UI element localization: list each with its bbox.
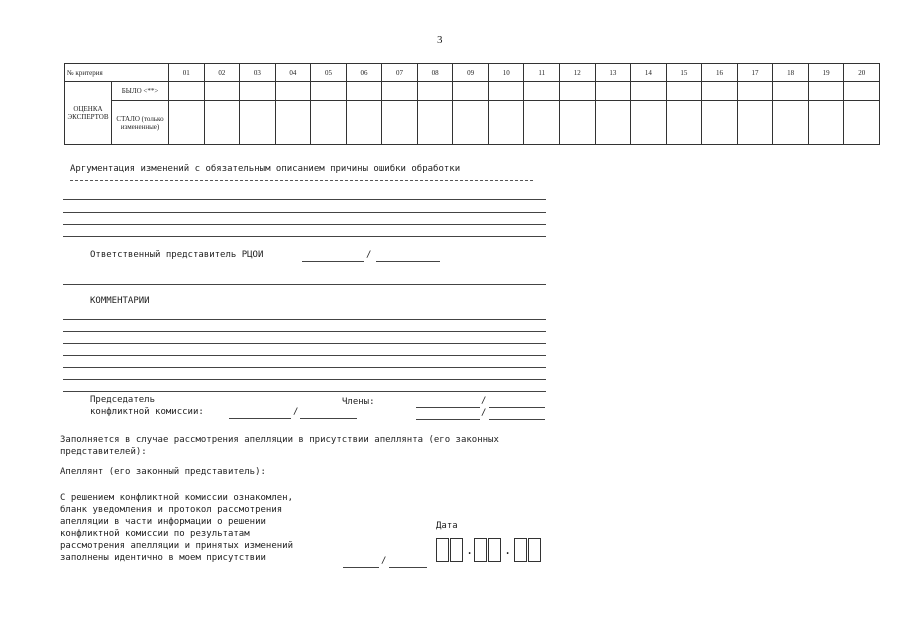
- members-label: Члены:: [342, 397, 375, 407]
- argumentation-label: Аргументация изменений с обязательным описанием причины ошибки обработки: [70, 164, 461, 174]
- appellant-name-field[interactable]: [389, 567, 427, 568]
- criteria-header-row: [65, 64, 880, 82]
- criterion-number: 02: [204, 64, 240, 82]
- separator-line: [63, 284, 546, 285]
- criterion-number: 12: [560, 64, 596, 82]
- date-day-digit[interactable]: [436, 538, 449, 562]
- chairman-label: Председатель: [90, 395, 156, 405]
- comments-line[interactable]: [63, 391, 546, 392]
- criterion-number: 15: [666, 64, 702, 82]
- comments-line[interactable]: [63, 367, 546, 368]
- decision-text-line: апелляции в части информации о решении: [60, 517, 266, 527]
- argumentation-line[interactable]: [63, 224, 546, 225]
- argumentation-line[interactable]: [63, 199, 546, 200]
- comments-label: КОММЕНТАРИИ: [90, 296, 150, 306]
- argumentation-underline: [70, 180, 533, 181]
- member-signature-field[interactable]: [416, 419, 480, 420]
- criterion-number: 04: [275, 64, 311, 82]
- became-label: СТАЛО (только измененные): [112, 101, 169, 145]
- argumentation-line[interactable]: [63, 212, 546, 213]
- decision-text-line: С решением конфликтной комиссии ознакомлен,: [60, 493, 293, 503]
- date-month-digit[interactable]: [474, 538, 487, 562]
- criterion-number: 03: [240, 64, 276, 82]
- chairman-signature-field[interactable]: [229, 418, 291, 419]
- responsible-signature-field[interactable]: [302, 261, 364, 262]
- slash-separator: /: [481, 408, 487, 418]
- date-dot: .: [504, 543, 512, 557]
- decision-text-line: конфликтной комиссии по результатам: [60, 529, 250, 539]
- date-label: Дата: [436, 521, 458, 531]
- expert-score-label: ОЦЕНКА ЭКСПЕРТОВ: [65, 82, 112, 145]
- date-year-digit[interactable]: [528, 538, 541, 562]
- decision-text-line: бланк уведомления и протокол рассмотрения: [60, 505, 283, 515]
- criterion-number: 07: [382, 64, 418, 82]
- criteria-table: [64, 63, 880, 145]
- fill-note: Заполняется в случае рассмотрения апелляции в присутствии апеллянта (его законных представителей):: [60, 435, 499, 457]
- criterion-number: 18: [773, 64, 809, 82]
- criterion-number: 10: [488, 64, 524, 82]
- responsible-label: Ответственный представитель РЦОИ: [90, 250, 264, 260]
- criterion-number: 19: [808, 64, 844, 82]
- criterion-number: 01: [169, 64, 205, 82]
- criteria-header-label: № критерия: [65, 64, 169, 82]
- criterion-number: 08: [417, 64, 453, 82]
- became-row: [65, 101, 880, 145]
- comments-line[interactable]: [63, 379, 546, 380]
- slash-separator: /: [366, 250, 372, 260]
- was-label: БЫЛО <**>: [112, 82, 169, 101]
- date-month-digit[interactable]: [488, 538, 501, 562]
- comments-line[interactable]: [63, 331, 546, 332]
- responsible-name-field[interactable]: [376, 261, 440, 262]
- criterion-number: 09: [453, 64, 489, 82]
- date-day-digit[interactable]: [450, 538, 463, 562]
- page-number: 3: [437, 34, 443, 46]
- criterion-number: 14: [631, 64, 667, 82]
- appellant-signature-field[interactable]: [343, 567, 379, 568]
- slash-separator: /: [293, 407, 299, 417]
- member-name-field[interactable]: [489, 407, 545, 408]
- decision-text-line: заполнены идентично в моем присутствии: [60, 553, 266, 563]
- chairman-label-line2: конфликтной комиссии:: [90, 407, 204, 417]
- date-year-digit[interactable]: [514, 538, 527, 562]
- criterion-number: 13: [595, 64, 631, 82]
- criterion-number: 17: [737, 64, 773, 82]
- appellant-label: Апеллянт (его законный представитель):: [60, 467, 266, 477]
- date-dot: .: [466, 543, 474, 557]
- criterion-number: 11: [524, 64, 560, 82]
- member-signature-field[interactable]: [416, 407, 480, 408]
- decision-text: [60, 492, 293, 564]
- comments-line[interactable]: [63, 343, 546, 344]
- was-row: [65, 82, 880, 101]
- slash-separator: /: [381, 556, 387, 566]
- criterion-number: 16: [702, 64, 738, 82]
- decision-text-line: рассмотрения апелляции и принятых изменений: [60, 541, 293, 551]
- criterion-number: 05: [311, 64, 347, 82]
- member-name-field[interactable]: [489, 419, 545, 420]
- criterion-number: 20: [844, 64, 880, 82]
- criterion-number: 06: [346, 64, 382, 82]
- comments-line[interactable]: [63, 319, 546, 320]
- comments-line[interactable]: [63, 355, 546, 356]
- chairman-name-field[interactable]: [300, 418, 357, 419]
- slash-separator: /: [481, 396, 487, 406]
- argumentation-line[interactable]: [63, 236, 546, 237]
